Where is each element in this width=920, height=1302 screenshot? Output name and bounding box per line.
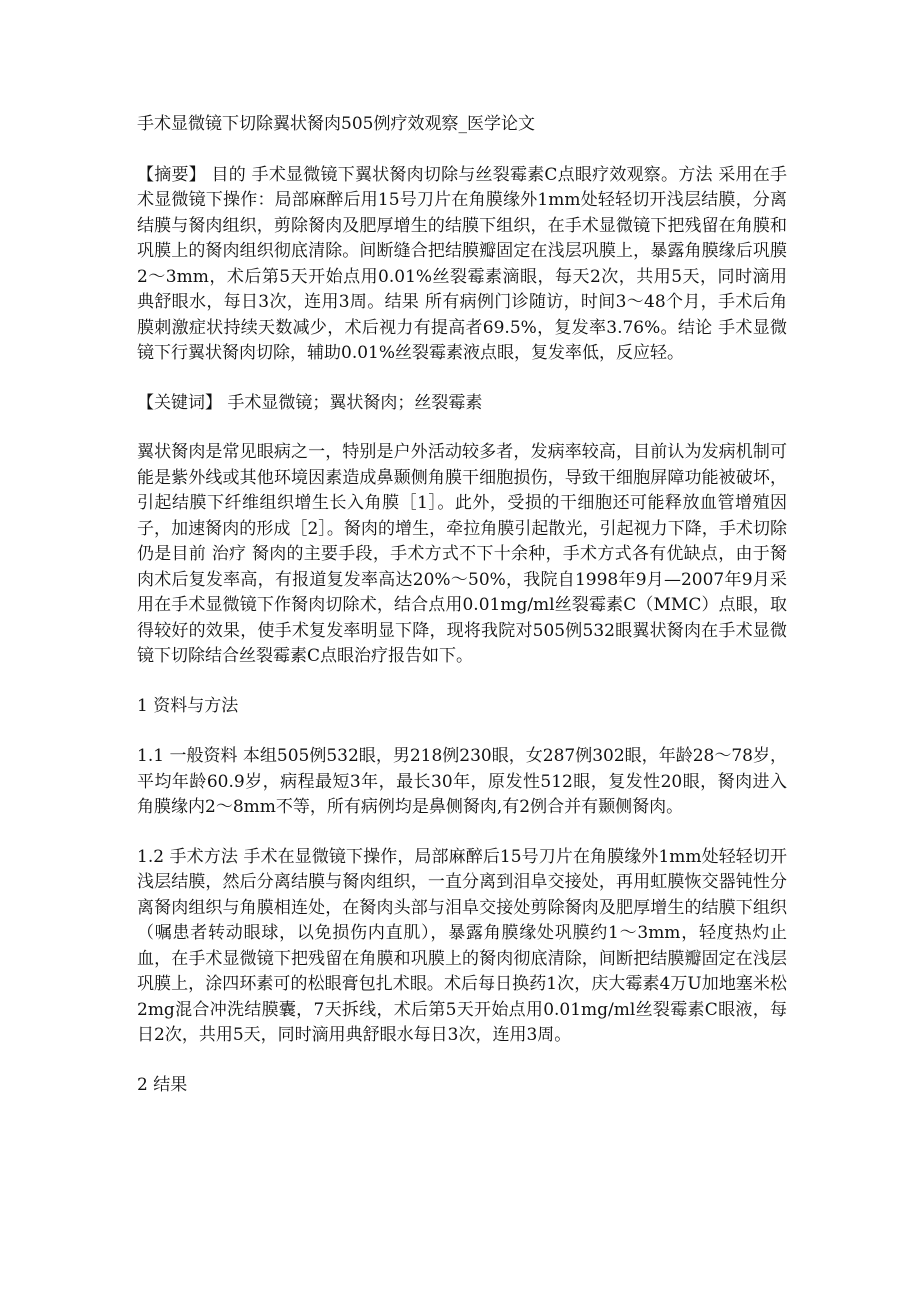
general-data-paragraph: 1.1 一般资料 本组505例532眼，男218例230眼，女287例302眼，年龄28～78岁，平均年龄60.9岁，病程最短3年，最长30年，原发性512眼，复发性20眼，胬肉进入角膜缘内2～8mm不等，所有病例均是鼻侧胬肉,有2例合并有颞侧胬肉。 (137, 746, 787, 817)
abstract-paragraph: 【摘要】 目的 手术显微镜下翼状胬肉切除与丝裂霉素C点眼疗效观察。方法 采用在手术显微镜下操作：局部麻醉后用15号刀片在角膜缘外1mm处轻轻切开浅层结膜，分离结膜与胬肉组织，剪除胬肉及肥厚增生的结膜下组织，在手术显微镜下把残留在角膜和巩膜上的胬肉组织彻底清除。间断缝合把结膜瓣固定在浅层巩膜上，暴露角膜缘后巩膜2～3mm，术后第5天开始点用0.01%丝裂霉素滴眼，每天2次，共用5天，同时滴用典舒眼水，每日3次，连用3周。结果 所有病例门诊随访，时间3～48个月，手术后角膜刺激症状持续天数减少，术后视力有提高者69.5%，复发率3.76%。结论 手术显微镜下行翼状胬肉切除，辅助0.01%丝裂霉素液点眼，复发率低，反应轻。 (137, 164, 787, 363)
document-page (137, 112, 787, 1123)
section-heading-materials-methods: 1 资料与方法 (137, 695, 239, 716)
surgical-method-paragraph: 1.2 手术方法 手术在显微镜下操作，局部麻醉后15号刀片在角膜缘外1mm处轻轻切开浅层结膜，然后分离结膜与胬肉组织，一直分离到泪阜交接处，再用虹膜恢交器钝性分离胬肉组织与角膜相连处，在胬肉头部与泪阜交接处剪除胬肉及肥厚增生的结膜下组织（嘱患者转动眼球，以免损伤内直肌），暴露角膜缘处巩膜约1～3mm，轻度热灼止血，在手术显微镜下把残留在角膜和巩膜上的胬肉彻底清除，间断把结膜瓣固定在浅层巩膜上，涂四环素可的松眼膏包扎术眼。术后每日换药1次，庆大霉素4万U加地塞米松2mg混合冲洗结膜囊，7天拆线，术后第5天开始点用0.01mg/ml丝裂霉素C眼液，每日2次，共用5天，同时滴用典舒眼水每日3次，连用3周。 (137, 846, 787, 1045)
section-heading-results: 2 结果 (137, 1074, 188, 1095)
introduction-paragraph: 翼状胬肉是常见眼病之一，特别是户外活动较多者，发病率较高，目前认为发病机制可能是紫外线或其他环境因素造成鼻颞侧角膜干细胞损伤，导致干细胞屏障功能被破坏，引起结膜下纤维组织增生长入角膜［1］。此外，受损的干细胞还可能释放血管增殖因子，加速胬肉的形成［2］。胬肉的增生，牵拉角膜引起散光，引起视力下降，手术切除仍是目前 治疗 胬肉的主要手段，手术方式不下十余种，手术方式各有优缺点，由于胬肉术后复发率高，有报道复发率高达20%～50%，我院自1998年9月—2007年9月采用在手术显微镜下作胬肉切除术，结合点用0.01mg/ml丝裂霉素C（MMC）点眼，取得较好的效果，使手术复发率明显下降，现将我院对505例532眼翼状胬肉在手术显微镜下切除结合丝裂霉素C点眼治疗报告如下。 (137, 442, 787, 666)
document-title: 手术显微镜下切除翼状胬肉505例疗效观察_医学论文 (137, 114, 535, 134)
keywords-paragraph: 【关键词】 手术显微镜；翼状胬肉；丝裂霉素 (137, 392, 483, 413)
